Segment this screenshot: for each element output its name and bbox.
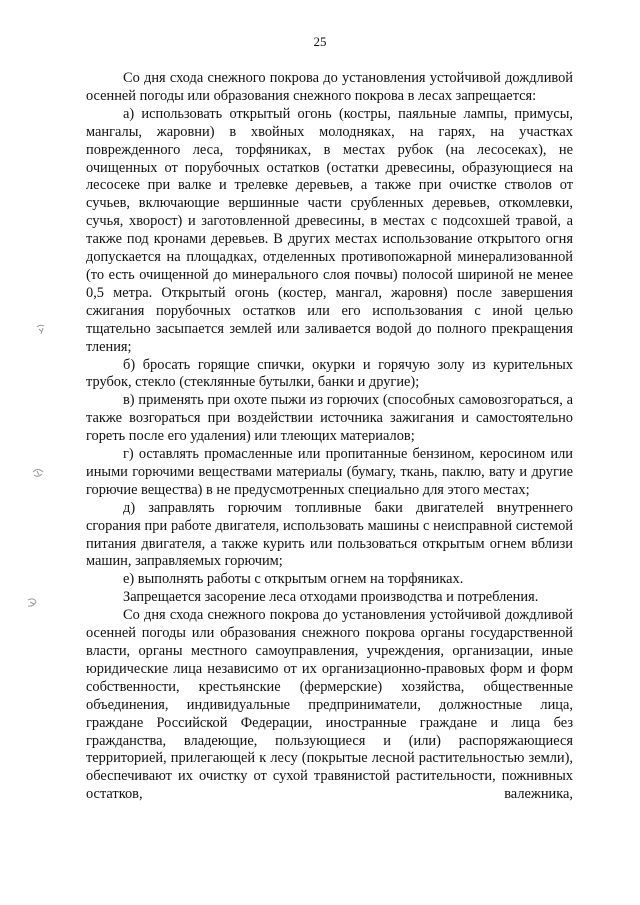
- margin-scan-mark-icon: [25, 596, 39, 610]
- paragraph-item-d: д) заправлять горючим топливные баки двигателей внутреннего сгорания при работе двигателя, использовать машины с неисправной системой питания двигателя, а также курить или пользоваться открытым огнем вблизи машин, заправляемых горючим;: [86, 499, 573, 570]
- document-body: [86, 70, 573, 804]
- paragraph-item-g: г) оставлять промасленные или пропитанные бензином, керосином или иными горючими веществами материалы (бумагу, ткань, паклю, вату и другие горючие вещества) в не предусмотренных специально для этого местах;: [86, 446, 573, 498]
- paragraph-waste-ban: Запрещается засорение леса отходами производства и потребления.: [123, 589, 539, 606]
- paragraph-item-a: а) использовать открытый огонь (костры, паяльные лампы, примусы, мангалы, жаровни) в хвойных молодняках, на гарях, на участках поврежденного леса, торфяниках, в местах рубок (на лесосеках), не очищенных от порубочных остатков (остатки древесины, образующиеся на лесосеке при валке и трелевке деревьев, а также при очистке стволов от сучьев, включающие вершинные части срубленных деревьев, откомлевки, сучья, хворост) и заготовленной древесины, в местах с подсохшей травой, а также под кронами деревьев. В других местах использование открытого огня допускается на площадках, отделенных противопожарной минерализованной (то есть очищенной до минерального слоя почвы) полосой шириной не менее 0,5 метра. Открытый огонь (костер, мангал, жаровня) после завершения сжигания порубочных остатков или его использования с иной целью тщательно засыпается землей или заливается водой до полного прекращения тления;: [86, 105, 573, 355]
- page-number: 25: [313, 34, 327, 49]
- margin-scan-mark-icon: [31, 466, 45, 480]
- paragraph-item-e: е) выполнять работы с открытым огнем на торфяниках.: [123, 571, 464, 588]
- paragraph-obligations: Со дня схода снежного покрова до установления устойчивой дождливой осенней погоды или образования снежного покрова органы государственной власти, органы местного самоуправления, учреждения, организации, иные юридические лица независимо от их организационно-правовых форм и форм собственности, крестьянские (фермерские) хозяйства, общественные объединения, индивидуальные предприниматели, должностные лица, граждане Российской Федерации, иностранные граждане и лица без гражданства, владеющие, пользующиеся и (или) распоряжающиеся территорией, прилегающей к лесу (покрытые лесной растительностью земли), обеспечивают их очистку от сухой травянистой растительности, пожнивных остатков, валежника,: [86, 607, 573, 803]
- paragraph-item-v: в) применять при охоте пыжи из горючих (способных самовозгораться, а также возгораться при воздействии источника зажигания и самостоятельно гореть после его удаления) или тлеющих материалов;: [86, 392, 573, 445]
- paragraph-intro: Со дня схода снежного покрова до установления устойчивой дождливой осенней погоды или образования снежного покрова в лесах запрещается:: [86, 70, 573, 104]
- margin-scan-mark-icon: [34, 322, 48, 336]
- paragraph-item-b: б) бросать горящие спички, окурки и горячую золу из курительных трубок, стекло (стеклянные бутылки, банки и другие);: [86, 356, 573, 391]
